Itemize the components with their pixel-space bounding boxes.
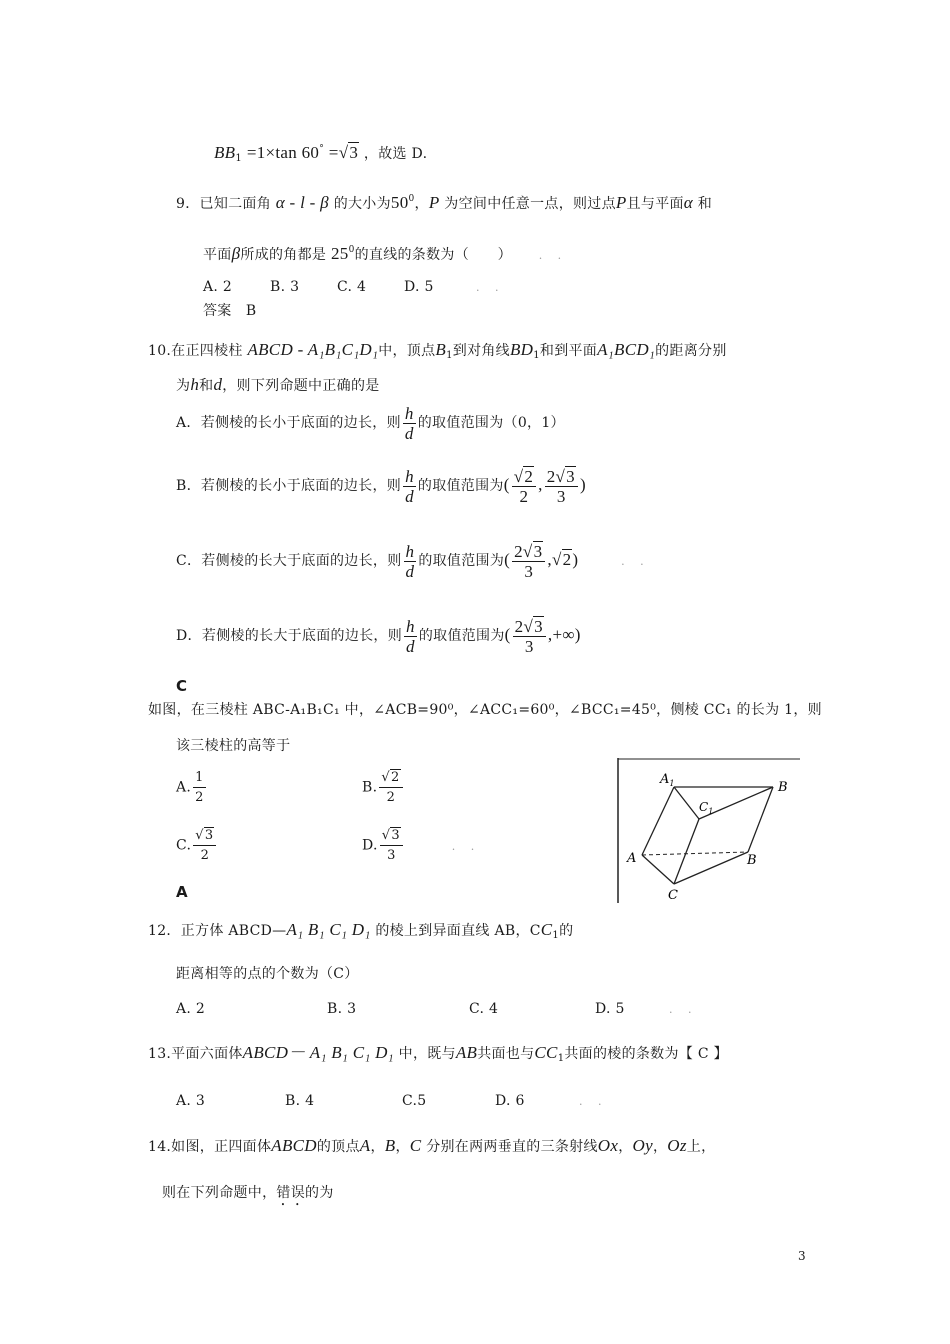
label-b1: B	[778, 780, 788, 795]
q10-text: 在正四棱柱	[171, 343, 243, 359]
q11-option-b	[362, 768, 405, 807]
option-tail: 的取值范围为（0，1）	[417, 415, 565, 431]
stray-marks: . .	[476, 281, 505, 294]
option-label: A．若侧棱的长小于底面的边长，则	[176, 415, 401, 431]
denominator: 2	[200, 848, 210, 863]
q13-text: 中，既与	[398, 1046, 456, 1062]
vertex-a: A	[359, 1136, 371, 1155]
q8-answer-line	[214, 139, 427, 169]
denominator: d	[405, 561, 415, 581]
option-fraction	[379, 768, 402, 807]
range-high: +∞	[552, 625, 575, 644]
open-paren: (	[503, 475, 510, 494]
degree-mark: °	[319, 144, 325, 154]
edge-cc1: CC	[534, 1043, 558, 1062]
var-d: d	[213, 375, 223, 394]
q12-line1	[148, 920, 573, 946]
label-c1: $C_1$	[699, 800, 714, 816]
stray-marks: . .	[579, 1095, 608, 1108]
q14-text: 则在下列命题中，	[162, 1185, 277, 1201]
q9-answer: 答案 B	[203, 303, 257, 319]
q9-line1	[176, 189, 712, 214]
q10-text: 到对角线	[452, 343, 510, 359]
q9-line2	[203, 240, 567, 266]
equals-sign: =	[328, 143, 339, 162]
q13-text: 共面的棱的条数为【 C 】	[564, 1046, 728, 1062]
denominator: d	[404, 423, 414, 443]
prism-figure	[616, 758, 800, 903]
h-over-d	[403, 404, 416, 443]
vertex-c: C	[409, 1136, 422, 1155]
numerator: h	[404, 403, 414, 423]
option-d: D. 5	[404, 279, 434, 295]
option-tail: 的取值范围为	[417, 478, 504, 494]
numerator: √2	[379, 768, 402, 788]
plane-a1bcd1: A₁BCD₁	[597, 340, 656, 359]
q9-sep: ，	[414, 196, 429, 212]
angle-50: 50	[390, 193, 409, 212]
q11-option-a	[176, 768, 208, 807]
sqrt-value: 3	[349, 143, 359, 162]
prism-name: ABCD - A₁B₁C₁D₁	[247, 340, 379, 359]
open-paren: (	[504, 625, 511, 644]
denominator: 3	[524, 636, 534, 656]
tetrahedron-name: ABCD	[271, 1136, 317, 1155]
option-a: A. 2	[176, 1001, 206, 1017]
option-fraction	[380, 826, 403, 865]
label-a: A	[627, 851, 637, 866]
denominator: 3	[387, 848, 396, 863]
option-b: B. 3	[327, 1001, 357, 1017]
plane-beta: β	[231, 244, 241, 263]
sub: 1	[552, 930, 560, 941]
option-c: C.5	[402, 1093, 427, 1109]
bb-symbol: BB	[214, 143, 236, 162]
label-a1: $A_1$	[660, 772, 675, 788]
denominator: 2	[386, 790, 396, 805]
q12-options	[176, 999, 698, 1020]
q13-number: 13.	[148, 1046, 172, 1062]
edge-ac	[642, 855, 674, 884]
numerator: 2√3	[512, 542, 545, 562]
q10-text: 的距离分别	[655, 343, 727, 359]
h-over-d	[403, 467, 416, 506]
angle-25: 25	[330, 244, 349, 263]
point-p: P	[428, 193, 440, 212]
denominator: 3	[524, 561, 534, 581]
vertex-b1: B	[435, 340, 447, 359]
coefficient: 2	[514, 541, 523, 561]
dihedral-expression: α - l - β	[275, 193, 329, 212]
sqrt-value: 3	[204, 828, 214, 843]
denominator: d	[406, 636, 415, 656]
stray-marks: . .	[538, 249, 568, 262]
q10-option-c	[176, 539, 650, 583]
option-label: B．若侧棱的长小于底面的边长，则	[176, 478, 402, 494]
range-high	[545, 467, 578, 506]
q9-text: 且与平面	[626, 196, 684, 212]
option-c: C. 4	[469, 1001, 499, 1017]
vertex-b: B	[384, 1136, 396, 1155]
sub: 1	[557, 1053, 565, 1064]
q11-line2: 该三棱柱的高等于	[176, 738, 291, 754]
q14-text: 的为	[305, 1185, 334, 1201]
option-fraction	[193, 826, 216, 865]
q13-options	[176, 1091, 608, 1112]
edge-a1c1	[674, 787, 699, 819]
denominator: d	[405, 486, 414, 506]
numerator: h	[405, 466, 414, 486]
q10-line1	[148, 340, 727, 366]
q9-text: 的直线的条数为（ ）	[354, 247, 512, 263]
q10-text: 为	[176, 378, 191, 394]
q11-option-c	[176, 826, 218, 865]
range-low	[513, 617, 546, 656]
comma: ,	[547, 625, 553, 644]
q12-line2: 距离相等的点的个数为（C）	[176, 966, 359, 982]
numerator: h	[406, 616, 415, 636]
sqrt-value: 2	[390, 770, 400, 785]
q10-line2	[176, 375, 380, 396]
range-low	[512, 542, 545, 581]
close-paren: )	[579, 475, 586, 494]
h-over-d	[404, 617, 417, 656]
range-low	[512, 467, 536, 506]
q10-text: ，则下列命题中正确的是	[222, 378, 380, 394]
open-paren: (	[504, 550, 511, 569]
q8-conclusion: ，故选 D.	[363, 146, 428, 162]
stray-marks: . .	[451, 839, 481, 853]
edge-a1a	[642, 787, 674, 855]
q14-text: 上，	[686, 1139, 716, 1155]
diagonal-bd1: BD	[509, 340, 534, 359]
sqrt-value: 3	[566, 466, 575, 486]
q12-text: 的	[559, 923, 574, 939]
option-d: D. 5	[595, 1001, 625, 1017]
q9-text: 平面	[203, 247, 232, 263]
emphasized-word: 错误	[276, 1185, 306, 1201]
comma: ,	[538, 475, 543, 494]
q10-option-b	[176, 464, 586, 507]
numerator: √2	[512, 467, 536, 487]
q9-text: 的大小为	[333, 196, 391, 212]
q12-text: 的棱上到异面直线 AB，C	[375, 923, 541, 939]
sqrt-value: 3	[534, 616, 543, 636]
numerator: 2√3	[513, 617, 546, 637]
q10-option-d	[176, 614, 581, 657]
sqrt-value: 3	[391, 828, 400, 843]
q10-text: 和	[199, 378, 214, 394]
coefficient: 2	[546, 466, 556, 486]
numerator: 1	[193, 768, 206, 788]
q12-number: 12．	[148, 923, 181, 939]
denominator: 2	[195, 790, 204, 805]
h-over-d	[404, 542, 417, 581]
separator: ，	[618, 1139, 633, 1155]
q11-option-d	[362, 826, 480, 865]
separator: ，	[395, 1139, 410, 1155]
coefficient: 2	[514, 616, 524, 636]
q14-text: 如图，正四面体	[171, 1139, 272, 1155]
option-d: D. 6	[495, 1093, 525, 1109]
label-c: C	[668, 888, 678, 903]
option-b: B. 3	[270, 279, 300, 295]
ray-ox: Ox	[597, 1136, 619, 1155]
q10-text: 中，顶点	[378, 343, 436, 359]
option-label: A.	[176, 779, 192, 796]
numerator: h	[405, 541, 415, 561]
q11-line1: 如图，在三棱柱 ABC-A₁B₁C₁ 中，∠ACB=90⁰，∠ACC₁=60⁰，∠BCC₁=45⁰，侧棱 CC₁ 的长为 1，则	[148, 702, 822, 718]
q10-option-a	[176, 402, 565, 444]
close-paren: )	[574, 625, 581, 644]
edge-ab: AB	[455, 1043, 478, 1062]
q10-text: 和到平面	[539, 343, 598, 359]
q14-number: 14.	[148, 1139, 172, 1155]
q13-text: 共面也与	[477, 1046, 535, 1062]
sub: 1	[446, 350, 453, 361]
q9-options	[203, 277, 505, 298]
separator: ，	[370, 1139, 385, 1155]
plane-alpha: α	[683, 193, 694, 212]
point-p: P	[615, 193, 627, 212]
q14-text: 分别在两两垂直的三条射线	[426, 1139, 598, 1155]
separator: ，	[652, 1139, 668, 1155]
q14-line2	[162, 1183, 334, 1209]
q9-text: 已知二面角	[199, 196, 272, 212]
numerator: √3	[193, 826, 216, 846]
option-c: C. 4	[337, 279, 367, 295]
edge-c1: C	[540, 920, 553, 939]
option-label: B.	[362, 779, 378, 796]
hexahedron-name: ABCD－ A₁ B₁ C₁ D₁	[242, 1043, 394, 1062]
sqrt-symbol: √	[551, 550, 562, 569]
q9-text: 为空间中任意一点，则过点	[444, 196, 616, 212]
q10-answer: C	[176, 677, 188, 695]
sqrt-symbol: √	[338, 143, 349, 162]
option-label: C.	[176, 837, 192, 854]
label-b: B	[747, 853, 757, 868]
option-label: C．若侧棱的长大于底面的边长，则	[176, 553, 402, 569]
sub: 1	[533, 350, 540, 361]
q9-text: 所成的角都是	[240, 247, 327, 263]
tan-expression: =1×tan 60	[246, 143, 320, 162]
bb-subscript: 1	[235, 153, 243, 164]
q9-text: 和	[697, 196, 713, 212]
ray-oy: Oy	[632, 1136, 653, 1155]
option-a: A. 2	[203, 279, 233, 295]
page-number: 3	[798, 1249, 806, 1263]
option-label: D.	[362, 837, 378, 854]
q12-text: 正方体 ABCD—	[180, 923, 287, 939]
numerator: √3	[380, 826, 403, 846]
q11-answer: A	[176, 883, 188, 901]
angle-sup: 0	[408, 194, 415, 204]
q13-line1	[148, 1043, 728, 1069]
option-fraction	[193, 768, 206, 807]
var-h: h	[190, 375, 200, 394]
option-tail: 的取值范围为	[418, 628, 505, 644]
option-a: A. 3	[176, 1093, 206, 1109]
cube-name: A₁ B₁ C₁ D₁	[286, 920, 371, 939]
q10-number: 10.	[148, 343, 172, 359]
option-tail: 的取值范围为	[418, 553, 505, 569]
close-paren: )	[572, 550, 579, 569]
q13-text: 平面六面体	[171, 1046, 243, 1062]
sqrt-value: 3	[533, 541, 543, 561]
numerator: 2√3	[545, 467, 578, 487]
sqrt-value: 2	[524, 466, 534, 486]
denominator: 3	[556, 486, 566, 506]
q9-number: 9．	[176, 196, 200, 212]
q14-line1	[148, 1136, 715, 1157]
ray-oz: Oz	[667, 1136, 687, 1155]
option-b: B. 4	[285, 1093, 315, 1109]
option-label: D．若侧棱的长大于底面的边长，则	[176, 628, 403, 644]
edge-ab-hidden	[642, 852, 748, 855]
stray-marks: . .	[669, 1003, 698, 1016]
comma: ,	[547, 550, 552, 569]
q14-text: 的顶点	[316, 1139, 360, 1155]
angle-sup: 0	[348, 245, 355, 255]
stray-marks: . .	[621, 555, 650, 568]
range-high: 2	[562, 550, 572, 569]
denominator: 2	[519, 486, 529, 506]
